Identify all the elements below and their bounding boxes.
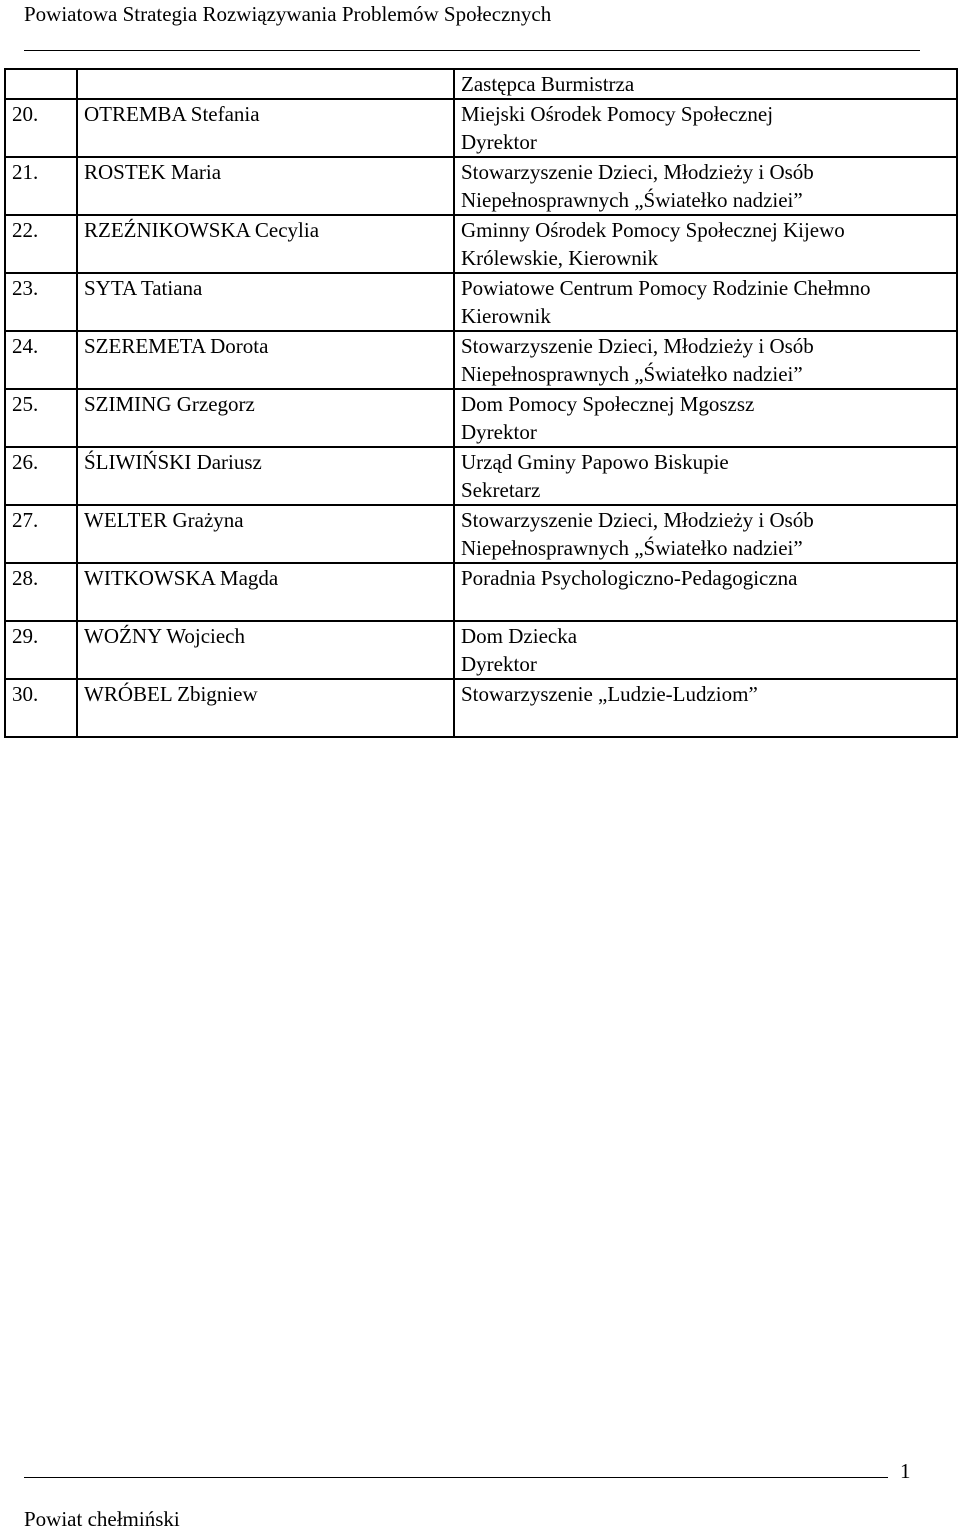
table-row [5,679,957,737]
institution-line-1: Stowarzyszenie Dzieci, Młodzieży i Osób [461,160,814,184]
row-number-cell: 20. [5,99,77,157]
row-number-cell: 21. [5,157,77,215]
table-row [5,331,957,389]
row-number-cell [5,69,77,99]
footer-rule [24,1477,888,1478]
footer-text: Powiat chełmiński [24,1507,180,1531]
institution-line-2: Niepełnosprawnych „Światełko nadziei” [461,362,803,386]
row-number-cell: 25. [5,389,77,447]
institution-line-1: Gminny Ośrodek Pomocy Społecznej Kijewo [461,218,845,242]
row-number-cell: 30. [5,679,77,737]
person-name-cell: ROSTEK Maria [77,157,454,215]
institution-cell [454,99,957,157]
person-name-cell: SYTA Tatiana [77,273,454,331]
table-row [5,505,957,563]
table-row [5,157,957,215]
institution-cell [454,447,957,505]
table-row [5,621,957,679]
institution-line-2: Dyrektor [461,130,537,154]
members-table [4,68,958,738]
institution-line-1: Miejski Ośrodek Pomocy Społecznej [461,102,774,126]
row-number-cell: 29. [5,621,77,679]
page-header-title: Powiatowa Strategia Rozwiązywania Problemów Społecznych [24,2,552,26]
institution-cell [454,331,957,389]
row-number-cell: 22. [5,215,77,273]
person-name-cell: ŚLIWIŃSKI Dariusz [77,447,454,505]
institution-line-2: Dyrektor [461,420,537,444]
person-name-cell: WOŹNY Wojciech [77,621,454,679]
institution-line-2: Dyrektor [461,652,537,676]
table-row [5,99,957,157]
table-row [5,389,957,447]
institution-line-2 [461,592,956,620]
institution-cell [454,389,957,447]
institution-line-1: Urząd Gminy Papowo Biskupie [461,450,729,474]
members-table-container [4,68,956,738]
person-name-cell: RZEŹNIKOWSKA Cecylia [77,215,454,273]
person-name-cell: OTREMBA Stefania [77,99,454,157]
institution-cell [454,273,957,331]
page-number: 1 [900,1459,911,1483]
institution-line-2: Kierownik [461,304,551,328]
institution-line-2: Królewskie, Kierownik [461,246,659,270]
institution-line-1: Poradnia Psychologiczno-Pedagogiczna [461,566,798,590]
table-row [5,273,957,331]
institution-line-1: Stowarzyszenie Dzieci, Młodzieży i Osób [461,334,814,358]
institution-cell [454,505,957,563]
header-rule [24,50,920,51]
person-name-cell: WRÓBEL Zbigniew [77,679,454,737]
institution-line-2: Sekretarz [461,478,541,502]
institution-line-2: Niepełnosprawnych „Światełko nadziei” [461,188,803,212]
institution-line-1: Dom Pomocy Społecznej Mgoszsz [461,392,755,416]
table-row [5,447,957,505]
institution-cell [454,621,957,679]
institution-line-2 [461,708,956,736]
institution-line-2: Niepełnosprawnych „Światełko nadziei” [461,536,803,560]
institution-line-1: Stowarzyszenie „Ludzie-Ludziom” [461,682,758,706]
person-name-cell [77,69,454,99]
person-name-cell: SZIMING Grzegorz [77,389,454,447]
row-number-cell: 24. [5,331,77,389]
table-row-continuation [5,69,957,99]
institution-line-1: Stowarzyszenie Dzieci, Młodzieży i Osób [461,508,814,532]
institution-cell [454,157,957,215]
institution-line-1: Powiatowe Centrum Pomocy Rodzinie Chełmno [461,276,871,300]
row-number-cell: 28. [5,563,77,621]
table-row [5,215,957,273]
person-name-cell: SZEREMETA Dorota [77,331,454,389]
institution-cell [454,215,957,273]
institution-cell [454,679,957,737]
institution-cell [454,563,957,621]
institution-line-1: Dom Dziecka [461,624,578,648]
person-name-cell: WITKOWSKA Magda [77,563,454,621]
row-number-cell: 27. [5,505,77,563]
table-row [5,563,957,621]
row-number-cell: 23. [5,273,77,331]
institution-cell: Zastępca Burmistrza [454,69,957,99]
row-number-cell: 26. [5,447,77,505]
person-name-cell: WELTER Grażyna [77,505,454,563]
